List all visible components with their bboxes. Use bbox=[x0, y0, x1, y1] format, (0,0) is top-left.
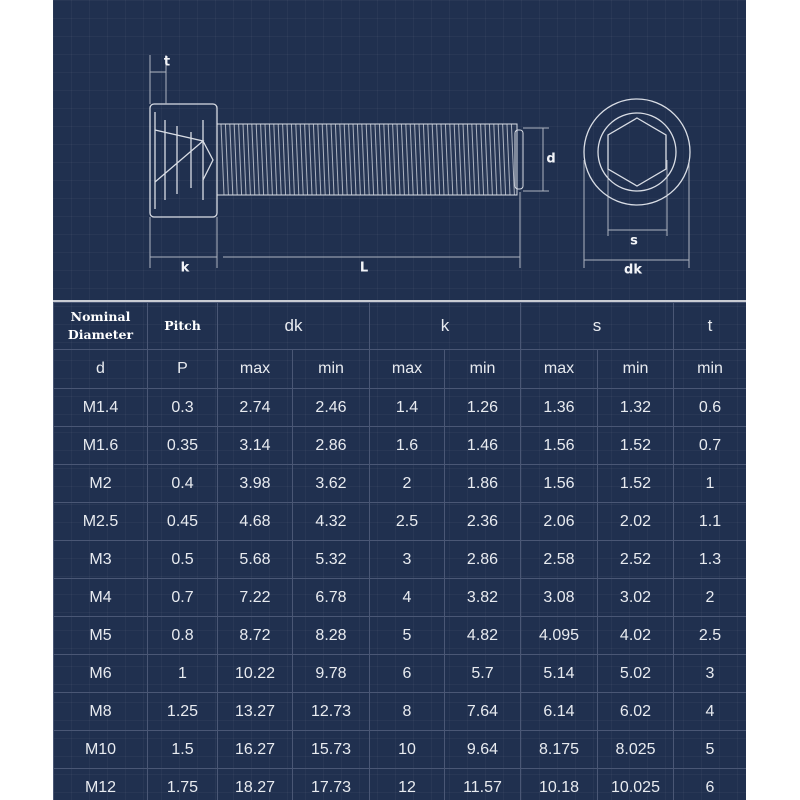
header-s-min: min bbox=[598, 350, 674, 389]
cell-d: M4 bbox=[54, 579, 148, 617]
header-dk-min: min bbox=[293, 350, 370, 389]
cell-dk-max: 8.72 bbox=[218, 617, 293, 655]
cell-s-min: 4.02 bbox=[598, 617, 674, 655]
cell-dk-min: 9.78 bbox=[293, 655, 370, 693]
cell-dk-max: 16.27 bbox=[218, 731, 293, 769]
table-row bbox=[54, 579, 747, 617]
table-header-row-1 bbox=[54, 303, 747, 350]
cell-p: 1.25 bbox=[148, 693, 218, 731]
cell-t-min: 4 bbox=[674, 693, 747, 731]
cell-s-max: 2.06 bbox=[521, 503, 598, 541]
cell-k-min: 1.86 bbox=[445, 465, 521, 503]
cell-k-max: 1.6 bbox=[370, 427, 445, 465]
header-p-symbol: P bbox=[148, 350, 218, 389]
cell-t-min: 1.3 bbox=[674, 541, 747, 579]
cell-s-min: 1.52 bbox=[598, 465, 674, 503]
cell-dk-min: 4.32 bbox=[293, 503, 370, 541]
dim-label-k: k bbox=[180, 260, 190, 276]
dim-label-dk: dk bbox=[624, 262, 642, 278]
cell-dk-min: 17.73 bbox=[293, 769, 370, 800]
cell-k-max: 4 bbox=[370, 579, 445, 617]
table-row bbox=[54, 427, 747, 465]
screw-end-view bbox=[584, 99, 690, 205]
cell-s-min: 10.025 bbox=[598, 769, 674, 800]
cell-k-min: 1.26 bbox=[445, 389, 521, 427]
header-k: k bbox=[370, 303, 521, 350]
cell-t-min: 5 bbox=[674, 731, 747, 769]
cell-d: M2.5 bbox=[54, 503, 148, 541]
cell-p: 0.8 bbox=[148, 617, 218, 655]
cell-s-min: 2.52 bbox=[598, 541, 674, 579]
cell-t-min: 6 bbox=[674, 769, 747, 800]
cell-p: 0.4 bbox=[148, 465, 218, 503]
cell-k-min: 2.36 bbox=[445, 503, 521, 541]
header-k-min: min bbox=[445, 350, 521, 389]
cell-t-min: 1.1 bbox=[674, 503, 747, 541]
cell-dk-min: 3.62 bbox=[293, 465, 370, 503]
cell-k-min: 9.64 bbox=[445, 731, 521, 769]
cell-s-max: 4.095 bbox=[521, 617, 598, 655]
cell-s-max: 1.56 bbox=[521, 427, 598, 465]
cell-s-max: 1.36 bbox=[521, 389, 598, 427]
dim-label-s: s bbox=[630, 233, 638, 249]
table-row bbox=[54, 693, 747, 731]
dimension-table bbox=[53, 302, 746, 800]
cell-k-max: 12 bbox=[370, 769, 445, 800]
cell-p: 1.75 bbox=[148, 769, 218, 800]
cell-s-min: 6.02 bbox=[598, 693, 674, 731]
cell-dk-min: 6.78 bbox=[293, 579, 370, 617]
cell-p: 0.7 bbox=[148, 579, 218, 617]
cell-s-min: 8.025 bbox=[598, 731, 674, 769]
cell-dk-max: 7.22 bbox=[218, 579, 293, 617]
dim-label-d: d bbox=[546, 151, 556, 167]
cell-k-min: 3.82 bbox=[445, 579, 521, 617]
cell-s-min: 2.02 bbox=[598, 503, 674, 541]
header-nominal-diameter bbox=[54, 303, 148, 350]
cell-s-max: 10.18 bbox=[521, 769, 598, 800]
cell-k-max: 5 bbox=[370, 617, 445, 655]
cell-s-max: 3.08 bbox=[521, 579, 598, 617]
table-row bbox=[54, 389, 747, 427]
cell-dk-min: 2.46 bbox=[293, 389, 370, 427]
cell-t-min: 3 bbox=[674, 655, 747, 693]
cell-s-min: 5.02 bbox=[598, 655, 674, 693]
cell-d: M10 bbox=[54, 731, 148, 769]
cell-dk-max: 3.98 bbox=[218, 465, 293, 503]
header-nominal-line2: Diameter bbox=[67, 327, 134, 342]
cell-p: 1.5 bbox=[148, 731, 218, 769]
cell-dk-max: 18.27 bbox=[218, 769, 293, 800]
cell-k-max: 1.4 bbox=[370, 389, 445, 427]
table-body bbox=[54, 389, 747, 800]
cell-dk-max: 13.27 bbox=[218, 693, 293, 731]
cell-dk-max: 3.14 bbox=[218, 427, 293, 465]
cell-s-min: 3.02 bbox=[598, 579, 674, 617]
header-pitch: Pitch bbox=[148, 303, 218, 350]
table-row bbox=[54, 541, 747, 579]
header-d-symbol: d bbox=[54, 350, 148, 389]
header-dk: dk bbox=[218, 303, 370, 350]
cell-t-min: 0.7 bbox=[674, 427, 747, 465]
cell-t-min: 0.6 bbox=[674, 389, 747, 427]
cell-p: 0.3 bbox=[148, 389, 218, 427]
header-dk-max: max bbox=[218, 350, 293, 389]
cell-dk-min: 8.28 bbox=[293, 617, 370, 655]
cell-s-max: 8.175 bbox=[521, 731, 598, 769]
cell-dk-min: 15.73 bbox=[293, 731, 370, 769]
screw-head-side bbox=[150, 104, 217, 217]
screw-drawing bbox=[53, 0, 746, 300]
cell-t-min: 2 bbox=[674, 579, 747, 617]
cell-k-max: 10 bbox=[370, 731, 445, 769]
cell-s-max: 1.56 bbox=[521, 465, 598, 503]
spec-sheet bbox=[53, 0, 746, 800]
table-row bbox=[54, 731, 747, 769]
screw-thread bbox=[217, 124, 523, 195]
cell-k-max: 8 bbox=[370, 693, 445, 731]
cell-dk-max: 5.68 bbox=[218, 541, 293, 579]
cell-dk-min: 12.73 bbox=[293, 693, 370, 731]
cell-s-max: 2.58 bbox=[521, 541, 598, 579]
cell-k-min: 5.7 bbox=[445, 655, 521, 693]
table-header-row-2 bbox=[54, 350, 747, 389]
table-row bbox=[54, 465, 747, 503]
cell-k-min: 4.82 bbox=[445, 617, 521, 655]
cell-s-max: 6.14 bbox=[521, 693, 598, 731]
table-row bbox=[54, 617, 747, 655]
header-t-min: min bbox=[674, 350, 747, 389]
screw-diagram-svg bbox=[53, 0, 746, 300]
cell-k-min: 11.57 bbox=[445, 769, 521, 800]
cell-k-min: 7.64 bbox=[445, 693, 521, 731]
header-nominal-line1: Nominal bbox=[70, 309, 131, 324]
cell-dk-max: 10.22 bbox=[218, 655, 293, 693]
cell-d: M3 bbox=[54, 541, 148, 579]
cell-d: M5 bbox=[54, 617, 148, 655]
header-k-max: max bbox=[370, 350, 445, 389]
cell-d: M6 bbox=[54, 655, 148, 693]
table-row bbox=[54, 769, 747, 800]
cell-d: M1.4 bbox=[54, 389, 148, 427]
cell-k-max: 3 bbox=[370, 541, 445, 579]
cell-k-min: 2.86 bbox=[445, 541, 521, 579]
cell-d: M2 bbox=[54, 465, 148, 503]
cell-dk-min: 2.86 bbox=[293, 427, 370, 465]
cell-s-min: 1.52 bbox=[598, 427, 674, 465]
cell-k-max: 2.5 bbox=[370, 503, 445, 541]
header-s-max: max bbox=[521, 350, 598, 389]
cell-d: M12 bbox=[54, 769, 148, 800]
header-s: s bbox=[521, 303, 674, 350]
cell-t-min: 2.5 bbox=[674, 617, 747, 655]
dim-label-t: t bbox=[163, 54, 171, 70]
cell-k-min: 1.46 bbox=[445, 427, 521, 465]
cell-dk-max: 2.74 bbox=[218, 389, 293, 427]
cell-k-max: 2 bbox=[370, 465, 445, 503]
cell-p: 1 bbox=[148, 655, 218, 693]
cell-dk-min: 5.32 bbox=[293, 541, 370, 579]
cell-p: 0.35 bbox=[148, 427, 218, 465]
dim-label-L: L bbox=[359, 260, 369, 276]
cell-p: 0.45 bbox=[148, 503, 218, 541]
table-row bbox=[54, 503, 747, 541]
header-t: t bbox=[674, 303, 747, 350]
cell-d: M8 bbox=[54, 693, 148, 731]
cell-dk-max: 4.68 bbox=[218, 503, 293, 541]
cell-s-max: 5.14 bbox=[521, 655, 598, 693]
cell-s-min: 1.32 bbox=[598, 389, 674, 427]
cell-t-min: 1 bbox=[674, 465, 747, 503]
cell-p: 0.5 bbox=[148, 541, 218, 579]
table-row bbox=[54, 655, 747, 693]
cell-d: M1.6 bbox=[54, 427, 148, 465]
cell-k-max: 6 bbox=[370, 655, 445, 693]
